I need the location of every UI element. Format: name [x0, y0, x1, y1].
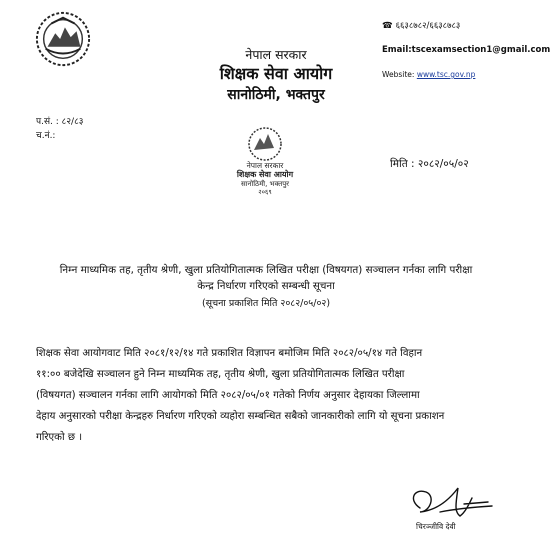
notice-body-line-3: (विषयगत) सञ्चालन गर्नका लागि आयोगको मिति २०८२/०५/०१ गतेको निर्णय अनुसार देहायका जिल्लामा [36, 390, 420, 401]
website-link[interactable]: www.tsc.gov.np [416, 70, 476, 79]
notice-body-line-5: गरिएको छ । [36, 432, 83, 443]
seal-bottom-text: सानोठिमी, भक्तपुर [240, 180, 290, 188]
commission-title: शिक्षक सेवा आयोग [219, 64, 333, 83]
handwritten-signature [400, 482, 500, 526]
phone-number: ६६३८७८२/६६३८७८३ [395, 21, 461, 31]
government-title: नेपाल सरकार [245, 47, 307, 62]
notice-title-line-1: निम्न माध्यमिक तह, तृतीय श्रेणी, खुला प्रतियोगितात्मक लिखित परीक्षा (विषयगत) सञ्चालन गर्नका लागि परीक्षा [59, 264, 473, 276]
signatory-name: चिरञ्जीवि देवी [416, 522, 456, 531]
contact-email: Email:tscexamsection1@gmail.com [382, 45, 550, 55]
contact-phone [382, 20, 460, 31]
notice-body-line-1: शिक्षक सेवा आयोगवाट मिति २०८१/१२/१४ गते प्रकाशित विज्ञापन बमोजिम मिति २०८२/०५/१४ गते विहान [36, 348, 423, 359]
commission-seal-icon [224, 110, 306, 196]
seal-top-text: नेपाल सरकार [246, 161, 284, 170]
letter-reference-number: प.सं. : ८२/८३ [36, 117, 84, 127]
dispatch-number: च.नं.: [36, 131, 56, 141]
seal-year: २०६९ [258, 188, 272, 196]
notice-date: मिति : २०८२/०५/०२ [390, 158, 469, 170]
notice-body-line-2: ११:०० बजेदेखि सञ्चालन हुने निम्न माध्यमिक तह, तृतीय श्रेणी, खुला प्रतियोगितात्मक लिखित परीक्षा [36, 369, 405, 380]
notice-body-line-4: देहाय अनुसारको परीक्षा केन्द्रहरु निर्धारण गरिएको व्यहोरा सम्बन्धित सबैको जानकारीको लागि यो सूचना प्रकाशन [36, 411, 445, 422]
office-location: सानोठिमी, भक्तपुर [227, 87, 325, 103]
contact-website [382, 70, 475, 79]
phone-icon: ☎ [382, 21, 393, 31]
notice-published-date: (सूचना प्रकाशित मिति २०८२/०५/०२) [201, 298, 331, 309]
notice-title-line-2: केन्द्र निर्धारण गरिएको सम्बन्धी सूचना [197, 280, 335, 292]
website-label: Website: [382, 70, 417, 79]
seal-middle-text: शिक्षक सेवा आयोग [236, 170, 294, 179]
